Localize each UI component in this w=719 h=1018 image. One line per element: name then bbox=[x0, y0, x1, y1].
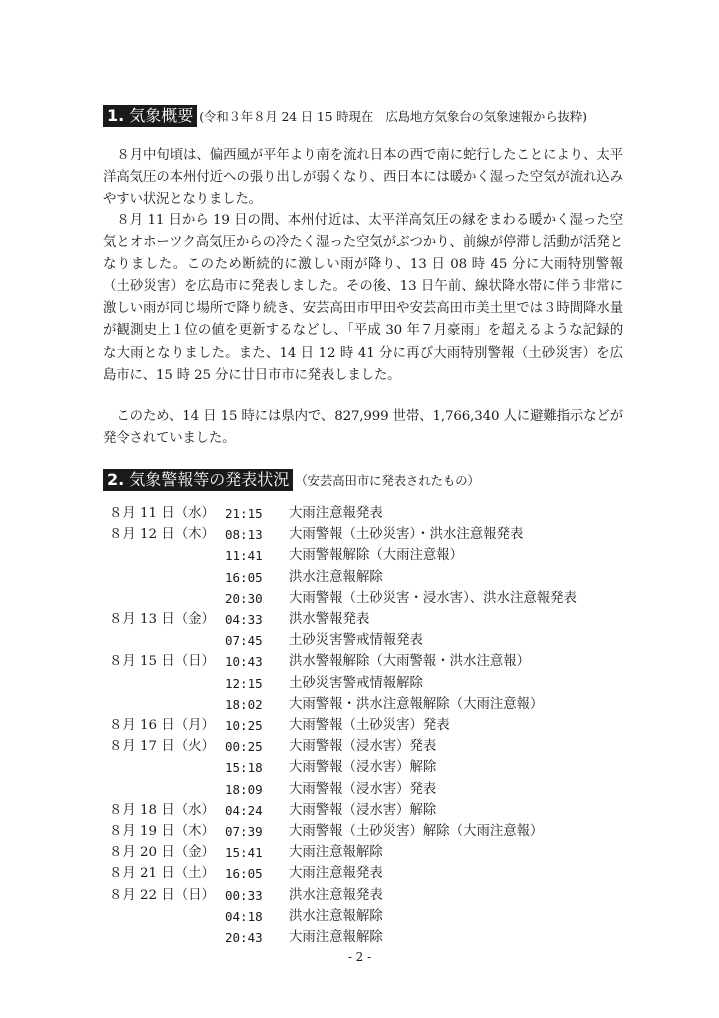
page-number: - 2 - bbox=[347, 950, 372, 964]
event-row bbox=[103, 885, 577, 906]
event-text: 洪水注意報解除 bbox=[289, 908, 383, 924]
event-row bbox=[103, 694, 577, 715]
event-text: 大雨警報（土砂災害）解除（大雨注意報） bbox=[289, 824, 544, 840]
event-text: 大雨警報・洪水注意報解除（大雨注意報） bbox=[289, 696, 544, 712]
event-text: 大雨警報（土砂災害）・洪水注意報発表 bbox=[289, 527, 524, 543]
event-time: 10:25 bbox=[225, 718, 263, 734]
event-date: ８月 16 日（月） bbox=[109, 718, 215, 734]
event-row bbox=[103, 524, 577, 545]
event-row bbox=[103, 863, 577, 884]
event-time: 18:09 bbox=[225, 781, 263, 797]
event-row bbox=[103, 651, 577, 672]
event-date: ８月 13 日（金） bbox=[109, 612, 215, 628]
event-row bbox=[103, 842, 577, 863]
event-date: ８月 15 日（日） bbox=[109, 654, 215, 670]
event-row bbox=[103, 715, 577, 736]
event-date bbox=[103, 588, 223, 609]
event-time: 16:05 bbox=[225, 569, 263, 585]
event-time: 10:43 bbox=[225, 654, 263, 670]
paragraph: ８月 11 日から 19 日の間、本州付近は、太平洋高気圧の縁をまわる暖かく湿った空気とオホーツク高気圧からの冷たく湿った空気がぶつかり、前線が停滞し活動が活発となりました。このため断続的に激しい雨が降り、13 日 08 時 45 分に大雨特別警報（土砂災害）を広島市に発表しました。その後、13 日午前、線状降水帯に伴う非常に激しい雨が同じ場所で降り続き、安芸高田市甲田や安芸高田市美土里では３時間降水量が観測史上１位の値を更新するなどし、「平成 30 年７月豪雨」を超えるような記録的な大雨となりました。また、14 日 12 時 41 分に再び大雨特別警報（土砂災害）を広島市に、15 時 25 分に廿日市市に発表しました。 bbox=[103, 213, 623, 383]
event-date: ８月 11 日（水） bbox=[109, 506, 215, 521]
event-row bbox=[103, 673, 577, 694]
event-time: 04:18 bbox=[225, 908, 263, 924]
event-row bbox=[103, 906, 577, 927]
event-date: ８月 21 日（土） bbox=[109, 866, 215, 882]
event-time: 21:15 bbox=[225, 506, 263, 521]
event-time: 00:25 bbox=[225, 739, 263, 755]
event-time: 00:33 bbox=[225, 887, 263, 903]
event-date bbox=[103, 630, 223, 651]
event-date: ８月 19 日（木） bbox=[109, 824, 215, 840]
section-number: 2. bbox=[103, 469, 129, 491]
event-text: 土砂災害警戒情報解除 bbox=[289, 675, 423, 691]
event-text: 大雨注意報発表 bbox=[289, 866, 383, 882]
event-text: 大雨警報解除（大雨注意報） bbox=[289, 548, 464, 564]
event-row bbox=[103, 927, 577, 948]
event-time: 20:30 bbox=[225, 590, 263, 606]
event-date bbox=[103, 906, 223, 927]
event-text: 大雨警報（浸水害）発表 bbox=[289, 781, 437, 797]
event-text: 大雨警報（土砂災害）発表 bbox=[289, 718, 450, 734]
event-time: 15:18 bbox=[225, 760, 263, 776]
section-note: (令和３年８月 24 日 15 時現在 広島地方気象台の気象速報から抜粋) bbox=[199, 109, 587, 124]
event-row bbox=[103, 567, 577, 588]
event-text: 大雨警報（浸水害）解除 bbox=[289, 760, 437, 776]
event-text: 大雨警報（浸水害）発表 bbox=[289, 739, 437, 755]
event-time: 08:13 bbox=[225, 527, 263, 543]
event-date bbox=[103, 545, 223, 566]
event-time: 11:41 bbox=[225, 548, 263, 564]
event-text: 洪水注意報解除 bbox=[289, 569, 383, 585]
section-note: （安芸高田市に発表されたもの） bbox=[295, 473, 480, 488]
event-row bbox=[103, 630, 577, 651]
event-time: 18:02 bbox=[225, 696, 263, 712]
event-date bbox=[103, 673, 223, 694]
event-text: 大雨注意報解除 bbox=[289, 845, 383, 861]
event-date: ８月 22 日（日） bbox=[109, 887, 215, 903]
event-text: 洪水警報解除（大雨警報・洪水注意報） bbox=[289, 654, 531, 670]
event-date bbox=[103, 779, 223, 800]
event-time: 04:33 bbox=[225, 612, 263, 628]
event-time: 16:05 bbox=[225, 866, 263, 882]
event-time: 20:43 bbox=[225, 930, 263, 946]
section-title: 気象警報等の発表状況 bbox=[129, 469, 293, 491]
event-text: 大雨警報（浸水害）解除 bbox=[289, 802, 437, 818]
event-row bbox=[103, 800, 577, 821]
event-time: 07:39 bbox=[225, 824, 263, 840]
event-row bbox=[103, 545, 577, 566]
event-date bbox=[103, 927, 223, 948]
event-date: ８月 17 日（火） bbox=[109, 739, 215, 755]
section-heading-warning-status bbox=[103, 469, 480, 491]
event-text: 大雨警報（土砂災害・浸水害）、洪水注意報発表 bbox=[289, 590, 577, 606]
event-date: ８月 18 日（水） bbox=[109, 802, 215, 818]
event-time: 12:15 bbox=[225, 675, 263, 691]
event-text: 洪水警報発表 bbox=[289, 612, 370, 628]
event-row bbox=[103, 736, 577, 757]
warning-event-list bbox=[103, 503, 577, 948]
event-text: 大雨注意報発表 bbox=[289, 506, 383, 521]
paragraph: ８月中旬頃は、偏西風が平年より南を流れ日本の西で南に蛇行したことにより、太平洋高気圧の本州付近への張り出しが弱くなり、西日本には暖かく湿った空気が流れ込みやすい状況となりました。 bbox=[103, 148, 623, 208]
event-row bbox=[103, 779, 577, 800]
event-date: ８月 12 日（木） bbox=[109, 527, 215, 543]
event-row bbox=[103, 503, 577, 524]
event-date bbox=[103, 567, 223, 588]
event-text: 洪水注意報発表 bbox=[289, 887, 383, 903]
event-row bbox=[103, 821, 577, 842]
section-heading-weather-overview bbox=[103, 105, 587, 127]
event-date bbox=[103, 694, 223, 715]
section-title: 気象概要 bbox=[129, 105, 197, 127]
section-number: 1. bbox=[103, 105, 129, 127]
event-date bbox=[103, 757, 223, 778]
paragraph: このため、14 日 15 時には県内で、827,999 世帯、1,766,340 人に避難指示などが発令されていました。 bbox=[103, 409, 623, 447]
event-text: 大雨注意報解除 bbox=[289, 930, 383, 946]
event-row bbox=[103, 609, 577, 630]
event-time: 04:24 bbox=[225, 802, 263, 818]
event-row bbox=[103, 757, 577, 778]
event-row bbox=[103, 588, 577, 609]
event-date: ８月 20 日（金） bbox=[109, 845, 215, 861]
event-time: 07:45 bbox=[225, 633, 263, 649]
event-time: 15:41 bbox=[225, 845, 263, 861]
event-text: 土砂災害警戒情報発表 bbox=[289, 633, 423, 649]
